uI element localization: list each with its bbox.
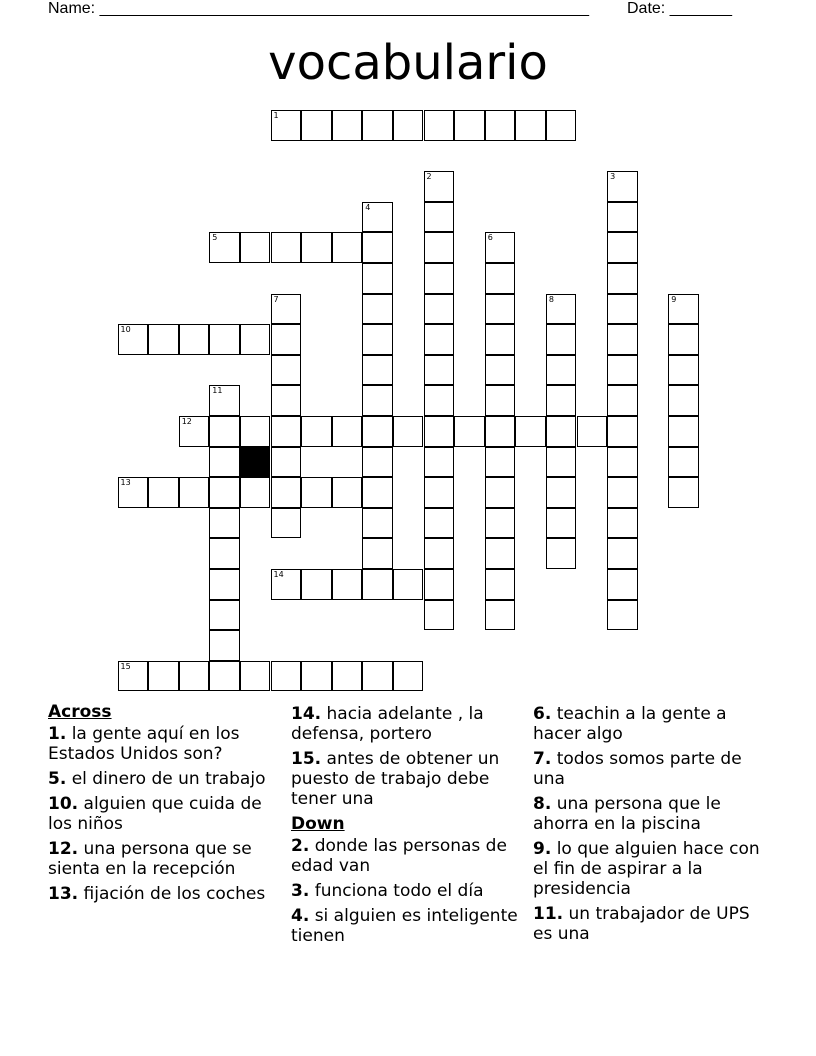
grid-cell[interactable] xyxy=(179,661,210,692)
grid-cell[interactable] xyxy=(209,416,240,447)
grid-cell[interactable] xyxy=(240,232,271,263)
grid-cell[interactable] xyxy=(118,324,149,355)
grid-cell[interactable] xyxy=(240,324,271,355)
grid-cell[interactable] xyxy=(607,447,638,478)
grid-cell[interactable] xyxy=(485,416,516,447)
clue-across-12: 12. una persona que se sienta en la recepción xyxy=(48,839,252,879)
grid-cell[interactable] xyxy=(301,661,332,692)
grid-cell[interactable] xyxy=(362,232,393,263)
clue-number: 1 xyxy=(273,111,279,120)
grid-cell[interactable] xyxy=(271,569,302,600)
grid-cell[interactable] xyxy=(607,171,638,202)
down-heading: Down xyxy=(291,814,345,834)
clue-across-15: 15. antes de obtener un puesto de trabajo debe tener una xyxy=(291,749,500,809)
grid-cell[interactable] xyxy=(668,355,699,386)
grid-cell[interactable] xyxy=(607,263,638,294)
grid-cell[interactable] xyxy=(209,661,240,692)
grid-cell[interactable] xyxy=(485,110,516,141)
clue-number: 7 xyxy=(273,294,279,304)
grid-cell[interactable] xyxy=(209,508,240,539)
grid-cell[interactable] xyxy=(424,508,455,539)
grid-cell[interactable] xyxy=(271,355,302,386)
grid-cell[interactable] xyxy=(607,569,638,600)
clue-down-8: 8. una persona que le ahorra en la piscina xyxy=(533,794,721,834)
grid-cell[interactable] xyxy=(546,447,577,478)
grid-cell[interactable] xyxy=(546,385,577,416)
clue-down-7: 7. todos somos parte de una xyxy=(533,749,742,789)
grid-cell[interactable] xyxy=(362,661,393,692)
grid-cell[interactable] xyxy=(607,600,638,631)
grid-cell[interactable] xyxy=(546,416,577,447)
grid-cell[interactable] xyxy=(515,416,546,447)
grid-cell[interactable] xyxy=(485,232,516,263)
grid-cell[interactable] xyxy=(485,538,516,569)
grid-cell[interactable] xyxy=(362,294,393,325)
grid-cell[interactable] xyxy=(424,263,455,294)
grid-cell[interactable] xyxy=(148,661,179,692)
grid-cell[interactable] xyxy=(148,324,179,355)
grid-cell[interactable] xyxy=(668,385,699,416)
grid-cell[interactable] xyxy=(607,355,638,386)
clue-number: 14 xyxy=(273,570,284,579)
grid-cell[interactable] xyxy=(362,477,393,508)
clue-number: 13 xyxy=(120,478,131,488)
grid-cell[interactable] xyxy=(179,477,210,508)
grid-cell[interactable] xyxy=(485,508,516,539)
clue-down-3: 3. funciona todo el día xyxy=(291,881,484,901)
grid-cell[interactable] xyxy=(362,324,393,355)
name-line: Name: _______________________________________________________ xyxy=(48,0,589,17)
grid-cell[interactable] xyxy=(209,447,240,478)
clue-across-13: 13. fijación de los coches xyxy=(48,884,266,904)
clue-number: 8 xyxy=(548,294,554,304)
grid-cell[interactable] xyxy=(301,477,332,508)
grid-cell[interactable] xyxy=(301,569,332,600)
grid-cell[interactable] xyxy=(209,477,240,508)
grid-cell[interactable] xyxy=(485,294,516,325)
grid-cell[interactable] xyxy=(362,538,393,569)
clue-number: 9 xyxy=(671,294,677,304)
grid-cell[interactable] xyxy=(209,232,240,263)
grid-cell[interactable] xyxy=(607,477,638,508)
clue-down-6: 6. teachin a la gente a hacer algo xyxy=(533,704,727,744)
clue-column-2 xyxy=(291,700,521,951)
clue-number: 3 xyxy=(610,172,616,182)
grid-cell[interactable] xyxy=(362,416,393,447)
clue-number: 6 xyxy=(487,233,493,243)
grid-cell[interactable] xyxy=(424,171,455,202)
grid-cell[interactable] xyxy=(332,569,363,600)
grid-cell[interactable] xyxy=(424,600,455,631)
clue-number: 10 xyxy=(120,325,131,335)
grid-cell[interactable] xyxy=(607,538,638,569)
grid-cell[interactable] xyxy=(301,110,332,141)
grid-cell[interactable] xyxy=(424,477,455,508)
grid-cell[interactable] xyxy=(362,569,393,600)
grid-cell[interactable] xyxy=(271,661,302,692)
grid-cell[interactable] xyxy=(607,385,638,416)
grid-cell[interactable] xyxy=(485,477,516,508)
grid-cell[interactable] xyxy=(209,569,240,600)
grid-cell[interactable] xyxy=(209,630,240,661)
grid-cell[interactable] xyxy=(118,661,149,692)
grid-cell[interactable] xyxy=(607,416,638,447)
clue-across-14: 14. hacia adelante , la defensa, portero xyxy=(291,704,484,744)
grid-cell[interactable] xyxy=(424,385,455,416)
clue-number: 2 xyxy=(426,172,432,182)
grid-cell[interactable] xyxy=(362,447,393,478)
grid-cell[interactable] xyxy=(209,600,240,631)
grid-cell[interactable] xyxy=(577,416,608,447)
grid-cell[interactable] xyxy=(362,385,393,416)
grid-cell[interactable] xyxy=(668,294,699,325)
grid-cell[interactable] xyxy=(301,416,332,447)
clue-number: 5 xyxy=(212,233,218,243)
grid-cell[interactable] xyxy=(485,600,516,631)
grid-cell[interactable] xyxy=(668,416,699,447)
grid-cell[interactable] xyxy=(271,447,302,478)
grid-cell[interactable] xyxy=(454,110,485,141)
grid-cell[interactable] xyxy=(393,569,424,600)
clue-down-11: 11. un trabajador de UPS es una xyxy=(533,904,750,944)
grid-cell[interactable] xyxy=(546,294,577,325)
clue-number: 12 xyxy=(181,417,192,426)
grid-cell[interactable] xyxy=(271,110,302,141)
grid-cell[interactable] xyxy=(148,477,179,508)
grid-cell[interactable] xyxy=(424,355,455,386)
grid-cell[interactable] xyxy=(240,661,271,692)
grid-cell[interactable] xyxy=(179,416,210,447)
grid-cell[interactable] xyxy=(668,324,699,355)
grid-cell[interactable] xyxy=(424,447,455,478)
grid-cell[interactable] xyxy=(607,508,638,539)
grid-cell[interactable] xyxy=(546,110,577,141)
grid-cell[interactable] xyxy=(485,355,516,386)
grid-cell[interactable] xyxy=(118,477,149,508)
grid-cell[interactable] xyxy=(485,447,516,478)
grid-cell[interactable] xyxy=(424,416,455,447)
grid-cell[interactable] xyxy=(362,355,393,386)
grid-cell[interactable] xyxy=(424,538,455,569)
clue-across-10: 10. alguien que cuida de los niños xyxy=(48,794,262,834)
clue-number: 15 xyxy=(120,661,131,671)
grid-cell[interactable] xyxy=(362,263,393,294)
clue-down-2: 2. donde las personas de edad van xyxy=(291,836,507,876)
grid-cell[interactable] xyxy=(485,263,516,294)
grid-cell[interactable] xyxy=(271,508,302,539)
grid-cell[interactable] xyxy=(393,661,424,692)
grid-cell[interactable] xyxy=(332,416,363,447)
across-heading: Across xyxy=(48,702,112,722)
grid-cell[interactable] xyxy=(485,324,516,355)
grid-cell[interactable] xyxy=(485,569,516,600)
grid-cell[interactable] xyxy=(362,508,393,539)
grid-cell[interactable] xyxy=(546,538,577,569)
grid-cell[interactable] xyxy=(424,569,455,600)
grid-cell[interactable] xyxy=(424,232,455,263)
grid-cell[interactable] xyxy=(607,232,638,263)
grid-cell[interactable] xyxy=(301,232,332,263)
grid-cell[interactable] xyxy=(393,416,424,447)
date-line: Date: _______ xyxy=(627,0,732,17)
grid-cell[interactable] xyxy=(271,324,302,355)
grid-cell[interactable] xyxy=(546,324,577,355)
grid-cell[interactable] xyxy=(424,324,455,355)
clue-column-1 xyxy=(48,700,278,909)
grid-cell[interactable] xyxy=(546,508,577,539)
grid-cell[interactable] xyxy=(546,477,577,508)
grid-cell[interactable] xyxy=(271,416,302,447)
grid-cell[interactable] xyxy=(362,202,393,233)
grid-cell[interactable] xyxy=(271,294,302,325)
grid-cell[interactable] xyxy=(240,477,271,508)
grid-cell[interactable] xyxy=(179,324,210,355)
grid-cell[interactable] xyxy=(454,416,485,447)
grid-cell[interactable] xyxy=(485,385,516,416)
grid-cell[interactable] xyxy=(424,110,455,141)
grid-cell[interactable] xyxy=(240,416,271,447)
clue-down-9: 9. lo que alguien hace con el fin de aspirar a la presidencia xyxy=(533,839,760,899)
grid-cell[interactable] xyxy=(546,355,577,386)
grid-cell[interactable] xyxy=(607,294,638,325)
puzzle-title: vocabulario xyxy=(268,35,548,91)
grid-cell[interactable] xyxy=(607,324,638,355)
grid-cell[interactable] xyxy=(393,110,424,141)
grid-cell[interactable] xyxy=(332,232,363,263)
grid-cell[interactable] xyxy=(332,477,363,508)
grid-cell[interactable] xyxy=(424,202,455,233)
grid-cell[interactable] xyxy=(668,477,699,508)
grid-cell[interactable] xyxy=(209,385,240,416)
grid-cell[interactable] xyxy=(332,110,363,141)
clue-across-1: 1. la gente aquí en los Estados Unidos son? xyxy=(48,724,240,764)
grid-cell[interactable] xyxy=(362,110,393,141)
grid-cell[interactable] xyxy=(209,324,240,355)
grid-cell[interactable] xyxy=(515,110,546,141)
grid-cell[interactable] xyxy=(607,202,638,233)
grid-cell[interactable] xyxy=(668,447,699,478)
grid-cell[interactable] xyxy=(271,385,302,416)
clue-across-5: 5. el dinero de un trabajo xyxy=(48,769,266,789)
clue-down-4: 4. si alguien es inteligente tienen xyxy=(291,906,518,946)
clue-number: 4 xyxy=(365,202,371,212)
grid-cell[interactable] xyxy=(424,294,455,325)
grid-cell[interactable] xyxy=(271,232,302,263)
grid-cell[interactable] xyxy=(209,538,240,569)
blocked-cell xyxy=(240,447,271,478)
clue-number: 11 xyxy=(212,386,223,396)
grid-cell[interactable] xyxy=(271,477,302,508)
clue-column-3 xyxy=(533,700,763,949)
grid-cell[interactable] xyxy=(332,661,363,692)
